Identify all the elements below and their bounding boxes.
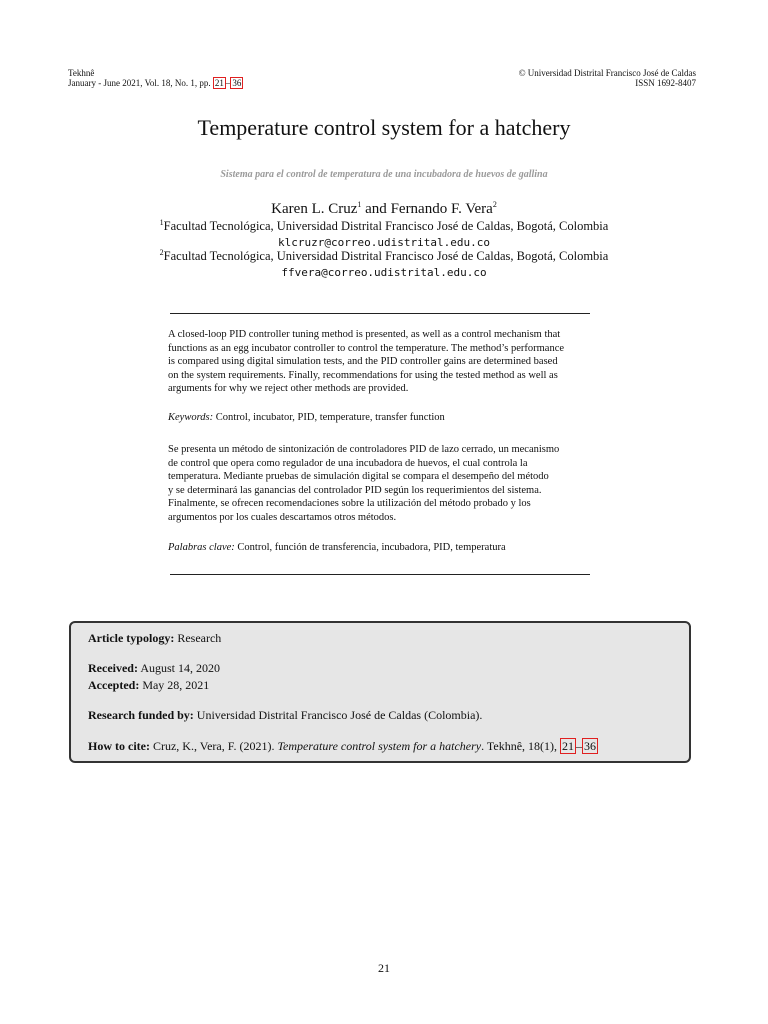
journal-name: Tekhnê (68, 68, 95, 78)
author-1: Karen L. Cruz (271, 201, 358, 217)
palabras-label: Palabras clave: (168, 542, 235, 553)
author-1-sup: 1 (357, 200, 362, 209)
typology-label: Article typology: (88, 631, 175, 645)
affiliation-1 (0, 219, 768, 234)
affiliation-1-sup: 1 (159, 217, 164, 227)
paper-subtitle: Sistema para el control de temperatura de una incubadora de huevos de gallina (220, 169, 548, 180)
page-start-link[interactable]: 21 (214, 78, 224, 88)
abstract-es-line: Finalmente, se ofrecen recomendaciones sobre la utilización del método probado y los (168, 498, 531, 510)
funded-line (88, 708, 482, 723)
email-2[interactable]: ffvera@correo.udistrital.edu.co (281, 266, 487, 279)
affiliation-2 (0, 249, 768, 264)
cite-page-end-link[interactable]: 36 (584, 739, 597, 753)
received-line (88, 661, 220, 676)
abstract-en (168, 328, 592, 396)
cite-label: How to cite: (88, 739, 150, 753)
keywords-label: Keywords: (168, 412, 214, 423)
article-info-box (69, 621, 691, 763)
abstract-es-line: argumentos por los cuales descartamos otros métodos. (168, 511, 397, 523)
cite-journal: . Tekhnê, 18(1), (481, 739, 561, 753)
abstract-es (168, 443, 592, 525)
accepted-line (88, 678, 209, 693)
abstract-es-line: Se presenta un método de sintonización de controladores PID de lazo cerrado, un mecanismo (168, 444, 560, 455)
keywords (168, 411, 592, 425)
accepted-label: Accepted: (88, 678, 140, 692)
abstract-es-line: temperatura. Mediante pruebas de simulación digital se compara el desempeño del método (168, 471, 549, 483)
received-label: Received: (88, 661, 138, 675)
copyright-header (519, 68, 696, 88)
abstract-en-line: functions as an egg incubator controller to control the temperature. The method’s performance (168, 342, 565, 354)
funded-label: Research funded by: (88, 708, 194, 722)
journal-header (68, 68, 243, 88)
email-1[interactable]: klcruzr@correo.udistrital.edu.co (278, 236, 490, 249)
abstract-en-line: on the system requirements. Finally, recommendations for using the tested method as well as (168, 369, 558, 381)
received-value: August 14, 2020 (137, 661, 220, 675)
keywords-text: Control, incubator, PID, temperature, transfer function (213, 412, 445, 423)
accepted-value: May 28, 2021 (139, 678, 210, 692)
page-end-link[interactable]: 36 (232, 78, 242, 88)
paper-title: Temperature control system for a hatchery (197, 115, 571, 140)
cite-text: Cruz, K., Vera, F. (2021). (149, 739, 278, 753)
affiliation-1-text: Facultad Tecnológica, Universidad Distrital Francisco José de Caldas, Bogotá, Colombia (163, 219, 609, 233)
author-2-sup: 2 (492, 200, 497, 209)
cite-line (88, 739, 598, 754)
author-line (0, 201, 768, 218)
issue-info (68, 78, 243, 88)
author-conj: and (361, 201, 391, 217)
abstract-en-line: is compared using digital simulation tests, and the PID controller gains are determined based (168, 356, 558, 368)
typology-line (88, 631, 221, 646)
abstract-en-line: arguments for why we reject other methods are provided. (168, 383, 409, 395)
palabras-text: Control, función de transferencia, incubadora, PID, temperatura (234, 542, 506, 553)
copyright-text: © Universidad Distrital Francisco José de Caldas (518, 68, 696, 78)
author-2: Fernando F. Vera (390, 201, 493, 217)
abstract-en-line: A closed-loop PID controller tuning method is presented, as well as a control mechanism that (168, 329, 561, 340)
abstract-es-line: de control que opera como regulador de una incubadora de huevos, el cual controla la (168, 457, 528, 469)
palabras-clave (168, 541, 592, 555)
abstract-es-line: y se determinará las ganancias del controlador PID según los requerimientos del sistema. (168, 484, 542, 496)
cite-page-start-link[interactable]: 21 (562, 739, 575, 753)
rule-bottom (170, 574, 590, 575)
typology-value: Research (174, 631, 222, 645)
page-sep: – (225, 78, 231, 88)
affiliation-2-text: Facultad Tecnológica, Universidad Distrital Francisco José de Caldas, Bogotá, Colombia (163, 249, 609, 263)
issue-text: January - June 2021, Vol. 18, No. 1, pp. (68, 78, 211, 88)
page-number: 21 (378, 961, 390, 975)
affiliation-2-sup: 2 (159, 247, 164, 257)
funded-value: Universidad Distrital Francisco José de Caldas (Colombia). (193, 708, 483, 722)
cite-title: Temperature control system for a hatchery (277, 739, 482, 753)
issn-text: ISSN 1692-8407 (635, 78, 696, 88)
cite-page-sep: – (576, 739, 583, 753)
rule-top (170, 313, 590, 314)
